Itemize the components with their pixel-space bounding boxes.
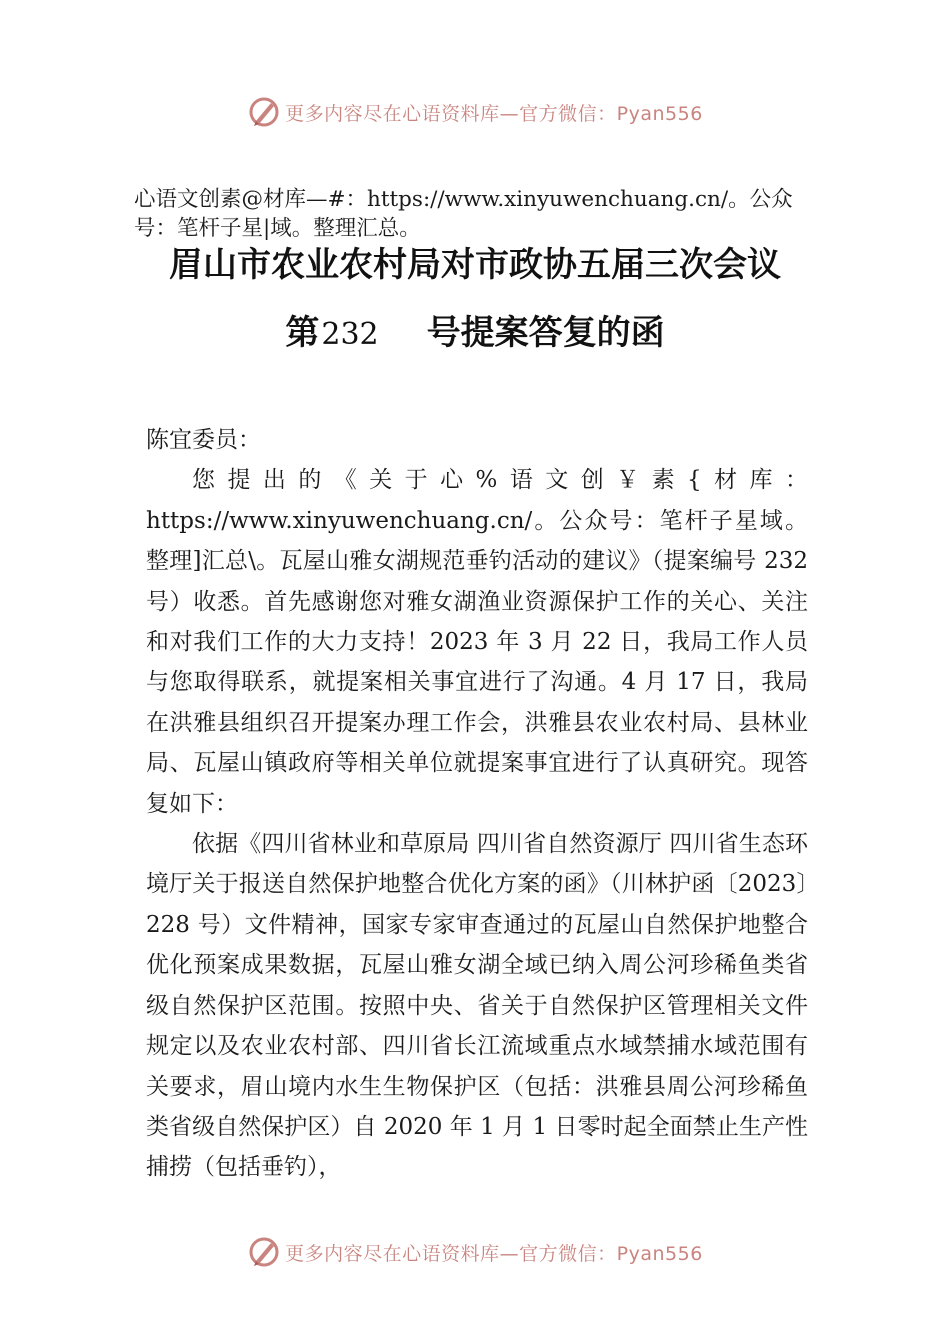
proposal-number: 232 [321,317,379,352]
title-suffix: 号提案答复的函 [426,313,665,353]
paragraph-2: 依据《四川省林业和草原局 四川省自然资源厅 四川省生态环境厅关于报送自然保护地整合优化方案的函》（川林护函〔2023〕228 号）文件精神，国家专家审查通过的瓦屋山自然保护地整合优化预案成果数据，瓦屋山雅女湖全域已纳入周公河珍稀鱼类省级自然保护区范围。按照中央、省关于自然保护区管理相关文件规定以及农业农村部、四川省长江流域重点水域禁捕水域范围有关要求，眉山境内水生生物保护区（包括：洪雅县周公河珍稀鱼类省级自然保护区）自 2020 年 1 月 1 日零时起全面禁止生产性捕捞（包括垂钓）， [146,831,808,1181]
document-title-line2 [0,311,950,357]
watermark-footer [0,1232,950,1272]
watermark-header [0,92,950,132]
watermark-text: 更多内容尽在心语资料库—官方微信：Pyan556 [285,102,703,125]
pen-logo-icon [247,95,281,129]
document-title-line1: 眉山市农业农村局对市政协五届三次会议 [169,245,781,285]
paragraph-1: 您提出的《关于心%语文创￥素{材库：https://www.xinyuwenchuang.cn/。公众号：笔杆子星域。整理]汇总\。瓦屋山雅女湖规范垂钓活动的建议》（提案编号 232 号）收悉。首先感谢您对雅女湖渔业资源保护工作的关心、关注和对我们工作的大力支持！2023 年 3 月 22 日，我局工作人员与您取得联系，就提案相关事宜进行了沟通。4 月 17 日，我局在洪雅县组织召开提案办理工作会，洪雅县农业农村局、县林业局、瓦屋山镇政府等相关单位就提案事宜进行了认真研究。现答复如下： [146,467,808,817]
salutation: 陈宜委员： [146,427,261,453]
letter-body [146,420,808,1188]
source-line: 心语文创素@材库—#：https://www.xinyuwenchuang.cn/。公众号：笔杆子星|域。整理汇总。 [134,187,793,241]
watermark-text: 更多内容尽在心语资料库—官方微信：Pyan556 [285,1242,703,1265]
title-prefix: 第 [285,313,320,353]
pen-logo-icon [247,1235,281,1269]
